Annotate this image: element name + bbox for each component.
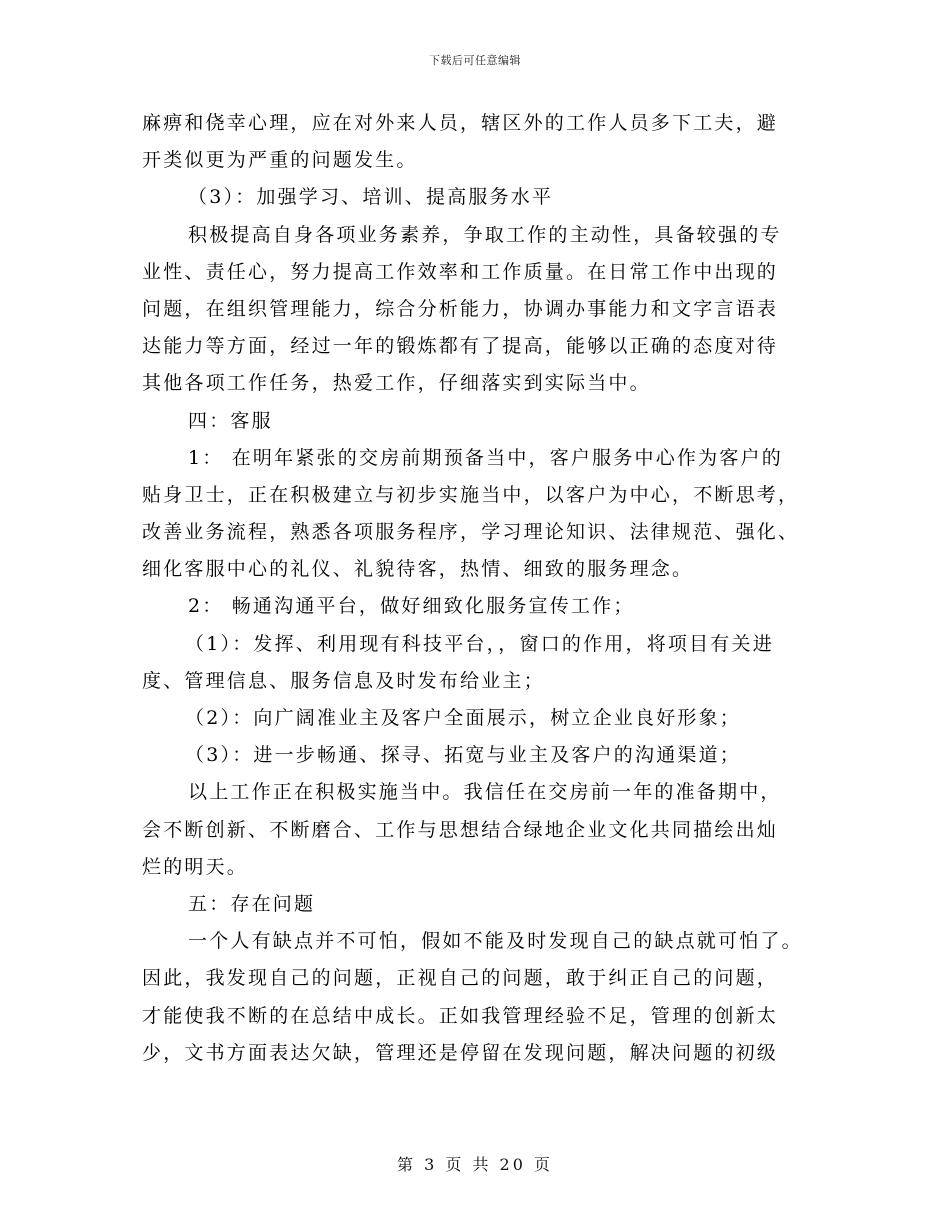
paragraph-line: 麻痹和侥幸心理，应在对外来人员，辖区外的工作人员多下工夫，避 — [142, 112, 779, 134]
paragraph-line: 1： 在明年紧张的交房前期预备当中，客户服务中心作为客户的 — [188, 446, 783, 469]
paragraph-line: 度、管理信息、服务信息及时发布给业主； — [142, 669, 545, 692]
paragraph-line: 改善业务流程，熟悉各项服务程序，学习理论知识、法律规范、强化、 — [142, 521, 800, 544]
paragraph-line: 少，文书方面表达欠缺，管理还是停留在发现问题，解决问题的初级 — [142, 1041, 779, 1064]
paragraph-line: 贴身卫士，正在积极建立与初步实施当中，以客户为中心，不断思考， — [142, 483, 800, 506]
paragraph-line: 因此，我发现自己的问题，正视自己的问题，敢于纠正自己的问题， — [142, 967, 779, 990]
paragraph-line: 细化客服中心的礼仪、礼貌待客，热情、细致的服务理念。 — [142, 558, 694, 581]
section-subheading: （3）：加强学习、培训、提高服务水平 — [188, 186, 554, 209]
paragraph-line: 以上工作正在积极实施当中。我信任在交房前一年的准备期中， — [188, 781, 782, 804]
paragraph-line: 其他各项工作任务，热爱工作，仔细落实到实际当中。 — [142, 372, 651, 395]
paragraph-line: 开类似更为严重的问题发生。 — [142, 149, 418, 172]
section-heading: 四：客服 — [188, 409, 273, 432]
section-heading: 五：存在问题 — [188, 892, 316, 915]
paragraph-line: 烂的明天。 — [142, 855, 249, 878]
paragraph-line: （1）：发挥、利用现有科技平台，，窗口的作用，将项目有关进 — [185, 632, 774, 655]
paragraph-line: 问题，在组织管理能力，综合分析能力，协调办事能力和文字言语表 — [142, 297, 779, 320]
paragraph-line: 达能力等方面，经过一年的锻炼都有了提高，能够以正确的态度对待 — [142, 335, 779, 358]
paragraph-line: 会不断创新、不断磨合、工作与思想结合绿地企业文化共同描绘出灿 — [142, 818, 779, 841]
document-body — [142, 105, 822, 1072]
page-header: 下载后可任意编辑 — [429, 54, 521, 67]
paragraph-line: （3）：进一步畅通、探寻、拓宽与业主及客户的沟通渠道； — [185, 744, 741, 767]
paragraph-line: 2： 畅通沟通平台，做好细致化服务宣传工作； — [188, 595, 635, 618]
paragraph-line: 业性、责任心，努力提高工作效率和工作质量。在日常工作中出现的 — [142, 260, 779, 283]
paragraph-line: （2）：向广阔准业主及客户全面展示，树立企业良好形象； — [185, 707, 741, 729]
page-number-footer: 第 3 页 共 20 页 — [397, 1155, 553, 1174]
paragraph-line: 积极提高自身各项业务素养，争取工作的主动性，具备较强的专 — [188, 223, 782, 246]
paragraph-line: 一个人有缺点并不可怕，假如不能及时发现自己的缺点就可怕了。 — [188, 930, 803, 953]
paragraph-line: 才能使我不断的在总结中成长。正如我管理经验不足，管理的创新太 — [142, 1004, 779, 1027]
